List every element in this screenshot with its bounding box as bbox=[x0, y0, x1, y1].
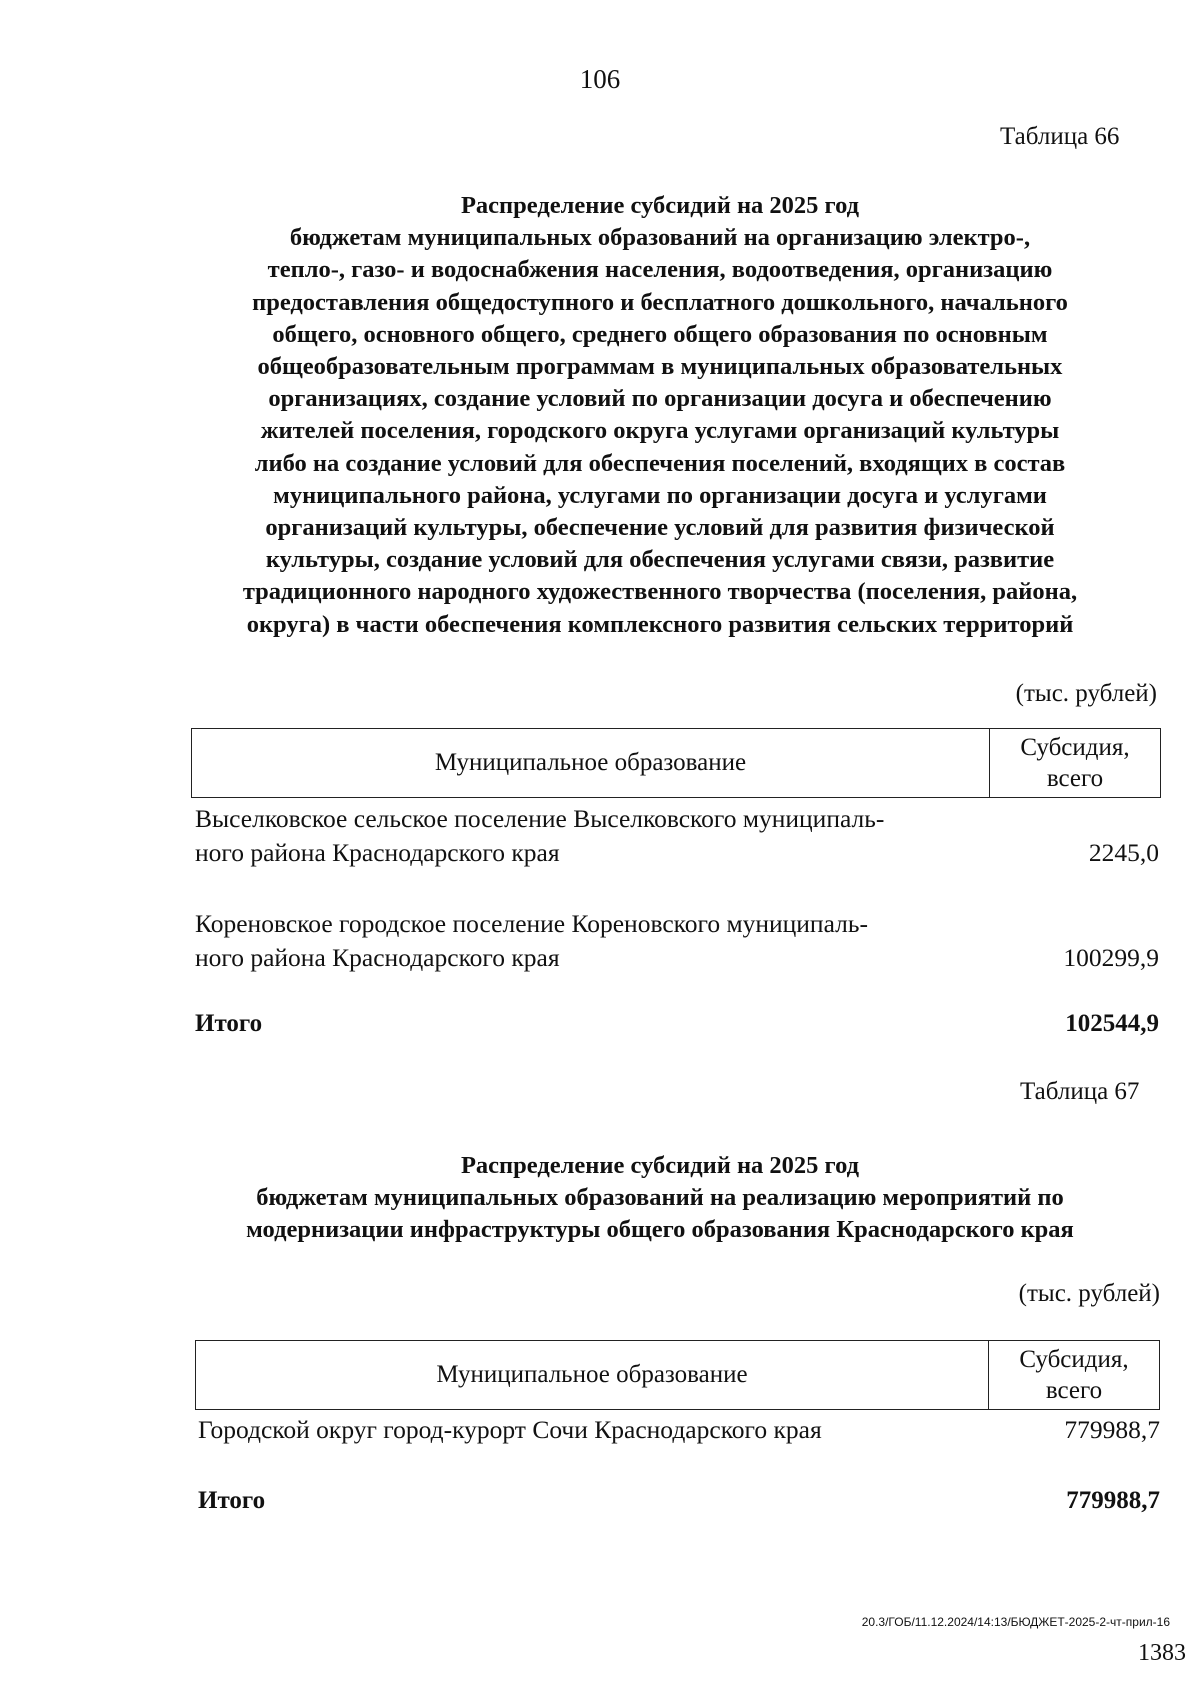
table-66-total-value: 102544,9 bbox=[1065, 1010, 1159, 1037]
table-67-header bbox=[195, 1340, 1160, 1410]
table-67-header-municipality: Муниципальное образование bbox=[196, 1341, 989, 1409]
table-67-row-1-name: Городской округ город-курорт Сочи Краснодарского края bbox=[198, 1415, 822, 1444]
table-66-header bbox=[191, 728, 1161, 798]
table-66-row-1 bbox=[195, 802, 1159, 870]
table-67-label: Таблица 67 bbox=[1020, 1078, 1140, 1105]
table-66-row-2-value: 100299,9 bbox=[1063, 943, 1159, 972]
table-67-header-subsidy: Субсидия, всего bbox=[1019, 1346, 1129, 1404]
table-67-total-row bbox=[198, 1487, 1160, 1515]
page-number: 106 bbox=[579, 64, 621, 94]
table-67-units: (тыс. рублей) bbox=[1018, 1280, 1160, 1307]
table-66-units: (тыс. рублей) bbox=[1015, 680, 1157, 707]
table-67-total-value: 779988,7 bbox=[1066, 1487, 1160, 1514]
footer-sheet-number: 1383 bbox=[1138, 1640, 1186, 1666]
table-66-row-2 bbox=[195, 907, 1159, 975]
table-66-label: Таблица 66 bbox=[1000, 123, 1120, 150]
footer-document-code: 20.3/ГОБ/11.12.2024/14:13/БЮДЖЕТ-2025-2-чт-прил-16 bbox=[861, 1615, 1170, 1629]
table-66-row-2-name: Кореновское городское поселение Кореновского муниципаль- ного района Краснодарского края bbox=[195, 909, 868, 972]
table-67-row-1 bbox=[198, 1413, 1160, 1447]
table-67-title: Распределение субсидий на 2025 год бюджетам муниципальных образований на реализацию мероприятий по модернизации инфраструктуры общего образования Краснодарского края bbox=[246, 1152, 1074, 1244]
table-66-header-municipality: Муниципальное образование bbox=[192, 729, 990, 797]
table-66-row-1-name: Выселковское сельское поселение Выселковского муниципаль- ного района Краснодарского края bbox=[195, 804, 885, 867]
table-66-title: Распределение субсидий на 2025 год бюджетам муниципальных образований на организацию электро-, тепло-, газо- и водоснабжения населения, водоотведения, организацию предоставления общедоступного и бесплатного дошкольного, начального общего, основного общего, среднего общего образования по основным общеобразовательным программам в муниципальных образовательных организациях, создание условий по организации досуга и обеспечению жителей поселения, городского округа услугами организаций культуры либо на создание условий для обеспечения поселений, входящих в состав муниципального района, услугами по организации досуга и услугами организаций культуры, обеспечение условий для развития физической культуры, создание условий для обеспечения услугами связи, развитие традиционного народного художественного творчества (поселения, района, округа) в части обеспечения комплексного развития сельских территорий bbox=[242, 192, 1078, 638]
table-66-row-1-value: 2245,0 bbox=[1088, 838, 1159, 867]
table-67-row-1-value: 779988,7 bbox=[1064, 1415, 1160, 1444]
table-66-header-subsidy: Субсидия, всего bbox=[1020, 734, 1130, 792]
table-66-total-label: Итого bbox=[195, 1010, 263, 1037]
table-66-total-row bbox=[195, 1010, 1159, 1038]
table-67-total-label: Итого bbox=[198, 1487, 266, 1514]
